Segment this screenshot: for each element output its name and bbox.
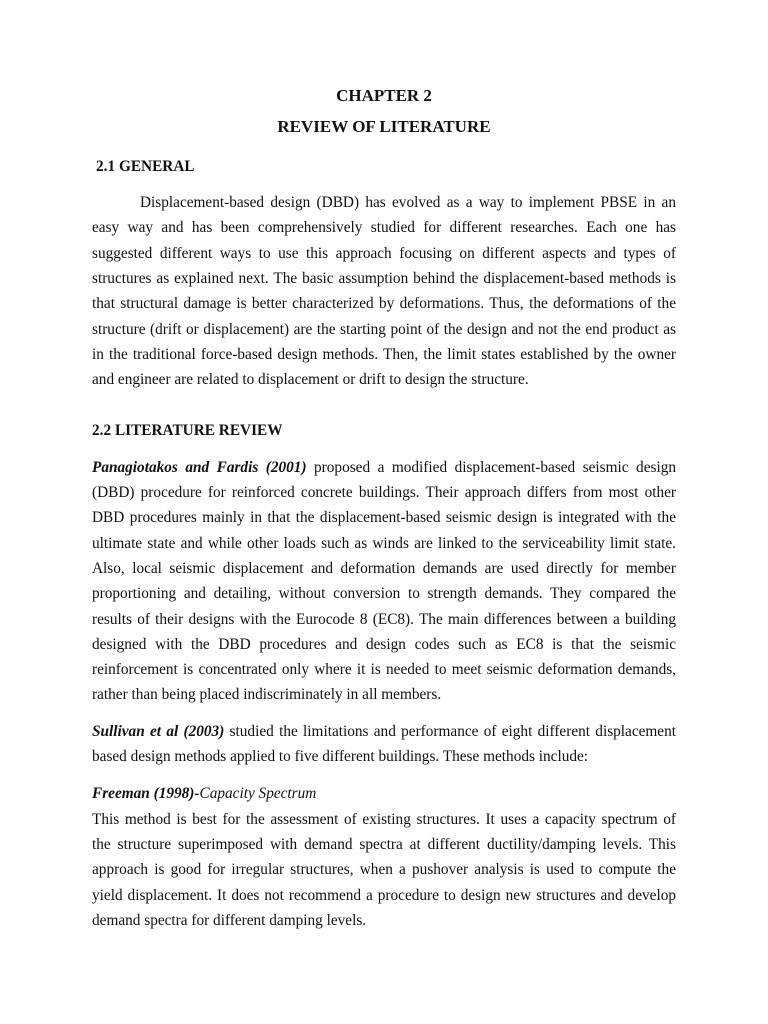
section-heading-general: 2.1 GENERAL	[96, 158, 195, 175]
paragraph-line: DBD procedures mainly in that the displacement-based seismic design is integrated with the	[92, 509, 676, 526]
paragraph-line: results of their designs with the Eurocode 8 (EC8). The main differences between a building	[92, 611, 676, 628]
paragraph-line: based design methods applied to five different buildings. These methods include:	[92, 748, 589, 765]
chapter-number: CHAPTER 2	[336, 86, 432, 105]
paragraph-line: yield displacement. It does not recommend a procedure to design new structures and develop	[92, 887, 676, 904]
paragraph-line: Also, local seismic displacement and deformation demands are used directly for member	[92, 560, 676, 577]
paragraph-line: structures as explained next. The basic assumption behind the displacement-based methods is	[92, 270, 676, 287]
paragraph-line: structure (drift or displacement) are the starting point of the design and not the end product as	[92, 321, 676, 338]
paragraph-line: suggested different ways to use this approach focusing on different aspects and types of	[92, 245, 676, 262]
method-name: Capacity Spectrum	[199, 785, 317, 802]
citation: Sullivan et al (2003)	[92, 723, 225, 740]
paragraph-line: reinforcement is concentrated only where it is needed to meet seismic deformation demands,	[92, 661, 676, 678]
paragraph-line: designed with the DBD procedures and design codes such as EC8 is that the seismic	[92, 636, 676, 653]
paragraph-line: demand spectra for different damping levels.	[92, 912, 367, 929]
paragraph-line: in the traditional force-based design methods. Then, the limit states established by the owner	[92, 346, 676, 363]
paragraph-line: the structure superimposed with demand spectra at different ductility/damping levels. This	[92, 836, 676, 853]
paragraph-line: proportioning and detailing, without conversion to strength demands. They compared the	[92, 585, 676, 602]
paragraph-line: Displacement-based design (DBD) has evolved as a way to implement PBSE in an	[140, 194, 676, 211]
paragraph-line: approach is good for irregular structures, when a pushover analysis is used to compute the	[92, 861, 676, 878]
chapter-title: REVIEW OF LITERATURE	[277, 117, 491, 136]
paragraph-line	[92, 722, 676, 742]
paragraph-line: This method is best for the assessment of existing structures. It uses a capacity spectrum of	[92, 811, 676, 828]
paragraph-text: studied the limitations and performance of eight different displacement	[224, 723, 676, 740]
paragraph-line	[92, 458, 676, 478]
citation: Freeman (1998)-	[92, 785, 200, 802]
paragraph-text: proposed a modified displacement-based seismic design	[306, 459, 676, 476]
paragraph-line: and engineer are related to displacement or drift to design the structure.	[92, 371, 529, 388]
paragraph-line: that structural damage is better characterized by deformations. Thus, the deformations of the	[92, 295, 676, 312]
section-heading-review: 2.2 LITERATURE REVIEW	[92, 422, 283, 439]
paragraph-line: ultimate state and while other loads such as winds are linked to the serviceability limit state.	[92, 535, 676, 552]
citation: Panagiotakos and Fardis (2001)	[92, 459, 307, 476]
paragraph-line: (DBD) procedure for reinforced concrete buildings. Their approach differs from most other	[92, 484, 676, 501]
paragraph-line: easy way and has been comprehensively studied for different researches. Each one has	[92, 219, 676, 236]
paragraph-line: rather than being placed indiscriminately in all members.	[92, 686, 442, 703]
method-heading	[92, 784, 676, 804]
